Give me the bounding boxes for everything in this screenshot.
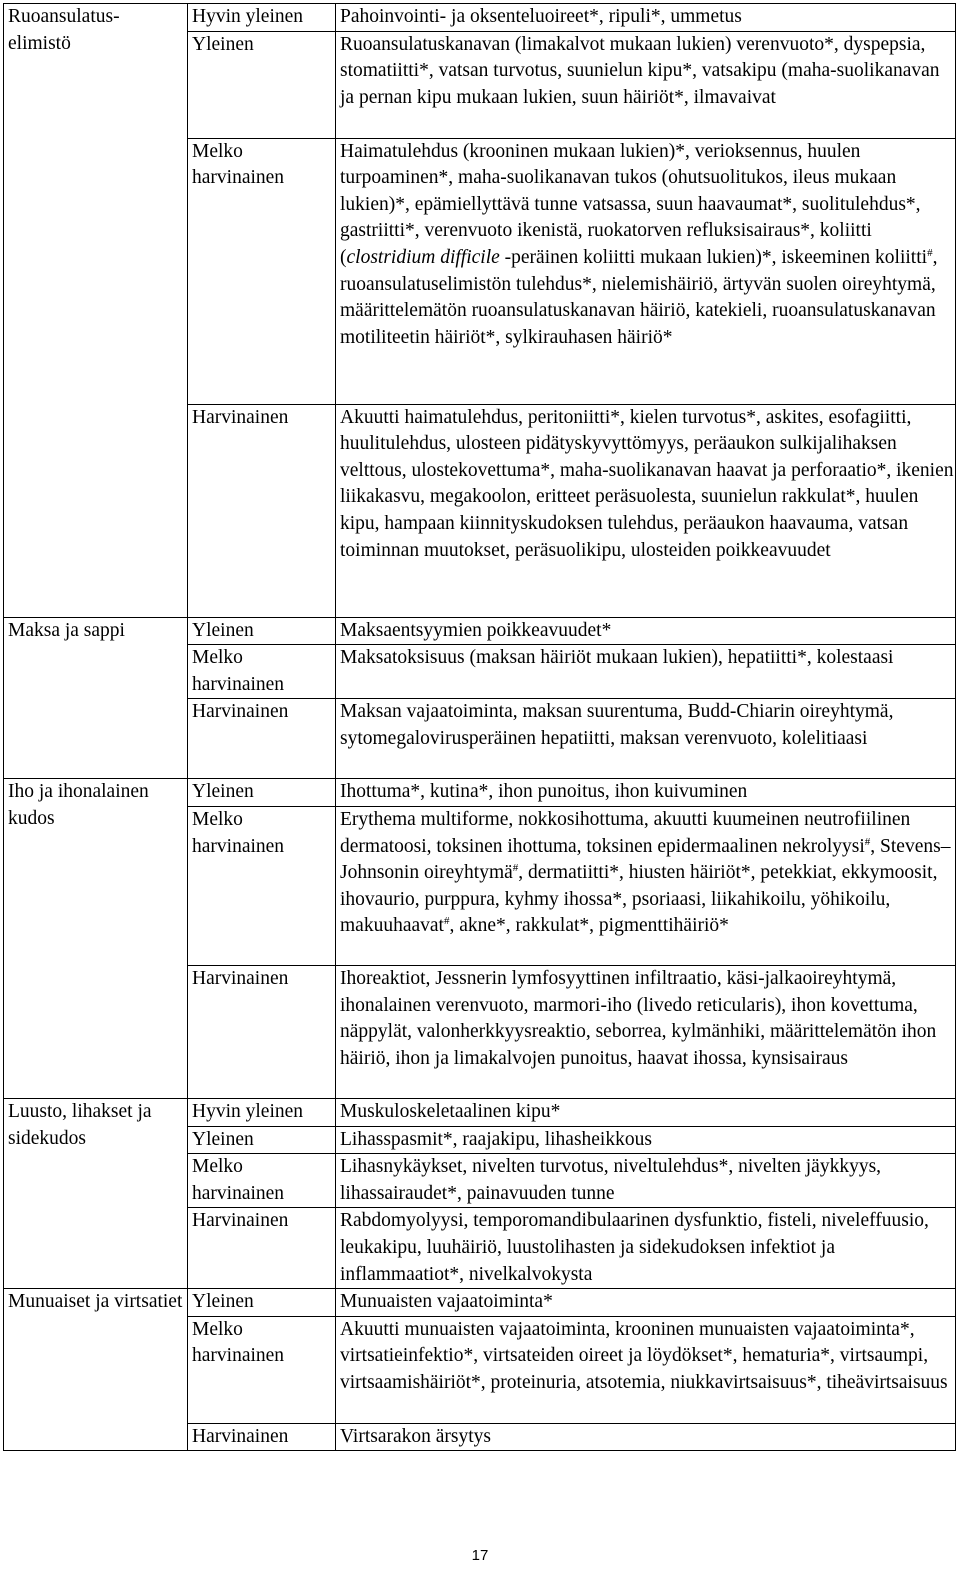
frequency-cell: Melko harvinainen [188, 645, 336, 699]
frequency-cell: Melko harvinainen [188, 138, 336, 404]
reaction-cell: Munuaisten vajaatoiminta* [336, 1289, 956, 1317]
frequency-cell: Melko harvinainen [188, 1316, 336, 1423]
frequency-cell: Yleinen [188, 31, 336, 138]
frequency-cell: Melko harvinainen [188, 806, 336, 965]
adverse-reactions-table [3, 3, 956, 1451]
footnote-mark: # [443, 915, 450, 928]
footnote-mark: # [864, 835, 871, 848]
table-row [4, 617, 956, 645]
table-row [4, 1098, 956, 1126]
frequency-cell: Yleinen [188, 617, 336, 645]
italic-organism-name: clostridium difficile [346, 246, 500, 268]
frequency-cell: Melko harvinainen [188, 1154, 336, 1208]
table-row [4, 779, 956, 807]
reaction-cell: Ruoansulatuskanavan (limakalvot mukaan lukien) verenvuoto*, dyspepsia, stomatiitti*, vatsan turvotus, suunielun kipu*, vatsakipu (maha-suolikanavan ja pernan kipu mukaan lukien, suun häiriöt*, ilmavaivat [336, 31, 956, 138]
organ-class-cell: Ruoansulatus- elimistö [4, 4, 188, 618]
reaction-cell: Maksatoksisuus (maksan häiriöt mukaan lukien), hepatiitti*, kolestaasi [336, 645, 956, 699]
page-number: 17 [471, 1547, 489, 1564]
frequency-cell: Harvinainen [188, 1208, 336, 1289]
organ-class-cell: Maksa ja sappi [4, 617, 188, 779]
table-row [4, 1289, 956, 1317]
frequency-cell: Hyvin yleinen [188, 1098, 336, 1126]
reaction-cell: Erythema multiforme, nokkosihottuma, akuutti kuumeinen neutrofiilinen dermatoosi, toksinen ihottuma, toksinen epidermaalinen nekrolyysi#, Stevens–Johnsonin oireyhtymä#, dermatiitti*, hiusten häiriöt*, petekkiat, ekkymoosit, ihovaurio, purppura, kyhmy ihossa*, psoriaasi, liikahikoilu, yöhikoilu, makuuhaavat#, akne*, rakkulat*, pigmenttihäiriö* [336, 806, 956, 965]
frequency-cell: Yleinen [188, 1126, 336, 1154]
reaction-cell: Pahoinvointi- ja oksenteluoireet*, ripuli*, ummetus [336, 4, 956, 32]
frequency-cell: Harvinainen [188, 699, 336, 779]
reaction-cell: Virtsarakon ärsytys [336, 1423, 956, 1451]
reaction-cell: Akuutti haimatulehdus, peritoniitti*, kielen turvotus*, askites, esofagiitti, huulitulehdus, ulosteen pidätyskyvyttömyys, peräaukon sulkijalihaksen velttous, ulostekovettuma*, maha-suolikanavan haavat ja perforaatio*, ikenien liikakasvu, megakoolon, eritteet peräsuolesta, suunielun rakkulat*, huulen kipu, hampaan kiinnityskudoksen tulehdus, peräaukon haavauma, vatsan toiminnan muutokset, peräsuolikipu, ulosteiden poikkeavuudet [336, 404, 956, 617]
footnote-mark: # [512, 862, 519, 875]
organ-class-cell: Iho ja ihonalainen kudos [4, 779, 188, 1099]
frequency-cell: Yleinen [188, 1289, 336, 1317]
frequency-cell: Yleinen [188, 779, 336, 807]
reaction-cell: Lihasspasmit*, raajakipu, lihasheikkous [336, 1126, 956, 1154]
reaction-cell: Maksaentsyymien poikkeavuudet* [336, 617, 956, 645]
reaction-cell: Akuutti munuaisten vajaatoiminta, krooninen munuaisten vajaatoiminta*, virtsatieinfektio*, virtsateiden oireet ja löydökset*, hematuria*, virtsaumpi, virtsaamishäiriöt*, proteinuria, atsotemia, niukkavirtsaisuus*, tiheävirtsaisuus [336, 1316, 956, 1423]
frequency-cell: Hyvin yleinen [188, 4, 336, 32]
frequency-cell: Harvinainen [188, 1423, 336, 1451]
table-row [4, 4, 956, 32]
organ-class-cell: Munuaiset ja virtsatiet [4, 1289, 188, 1451]
reaction-cell: Ihottuma*, kutina*, ihon punoitus, ihon kuivuminen [336, 779, 956, 807]
footnote-mark: # [927, 246, 933, 259]
reaction-cell: Haimatulehdus (krooninen mukaan lukien)*, verioksennus, huulen turpoaminen*, maha-suolikanavan tukos (ohutsuolitukos, ileus mukaan lukien)*, epämiellyttävä tunne vatsassa, suun haavaumat*, suolitulehdus*, gastriitti*, verenvuoto ikenistä, ruokatorven refluksisairaus*, koliitti (clostridium difficile -peräinen koliitti mukaan lukien)*, iskeeminen koliitti#, ruoansulatuselimistön tulehdus*, nielemishäiriö, ärtyvän suolen oireyhtymä, määrittelemätön ruoansulatuskanavan häiriö, katekieli, ruoansulatuskanavan motiliteetin häiriöt*, sylkirauhasen häiriö* [336, 138, 956, 404]
organ-class-cell: Luusto, lihakset ja sidekudos [4, 1098, 188, 1288]
reaction-cell: Ihoreaktiot, Jessnerin lymfosyyttinen infiltraatio, käsi-jalkaoireyhtymä, ihonalainen verenvuoto, marmori-iho (livedo reticularis), ihon kovettuma, näppylät, valonherkkyysreaktio, seborrea, kylmänhiki, määrittelemätön ihon häiriö, ihon ja limakalvojen punoitus, haavat ihossa, kynsisairaus [336, 965, 956, 1098]
reaction-cell: Maksan vajaatoiminta, maksan suurentuma, Budd-Chiarin oireyhtymä, sytomegalovirusperäinen hepatiitti, maksan verenvuoto, kolelitiaasi [336, 699, 956, 779]
reaction-cell: Lihasnykäykset, nivelten turvotus, niveltulehdus*, nivelten jäykkyys, lihassairaudet*, painavuuden tunne [336, 1154, 956, 1208]
frequency-cell: Harvinainen [188, 965, 336, 1098]
reaction-cell: Rabdomyolyysi, temporomandibulaarinen dysfunktio, fisteli, niveleffuusio, leukakipu, luuhäiriö, luustolihasten ja sidekudoksen infektiot ja inflammaatiot*, nivelkalvokysta [336, 1208, 956, 1289]
frequency-cell: Harvinainen [188, 404, 336, 617]
reaction-cell: Muskuloskeletaalinen kipu* [336, 1098, 956, 1126]
